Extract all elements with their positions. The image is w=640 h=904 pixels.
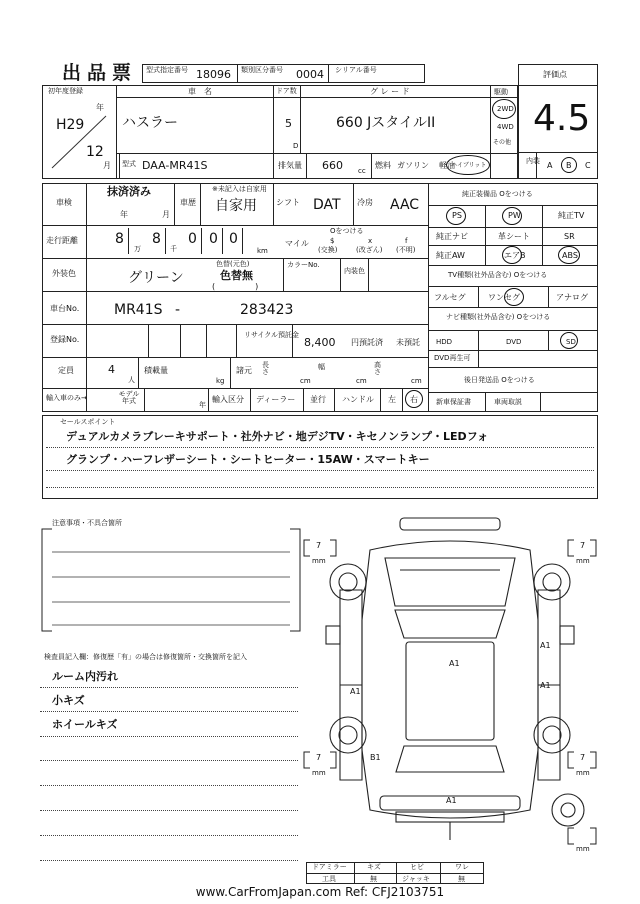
interior-a[interactable]: A [547, 161, 553, 170]
usage-note: ※未記入は自家用 [212, 185, 267, 193]
drive-label: 駆動 [494, 88, 508, 96]
equip-tv[interactable]: 純正TV [558, 211, 585, 220]
equip-abs-circle [558, 246, 580, 264]
mm-unit: mm [312, 769, 326, 777]
legend-crack: ヒビ [410, 863, 424, 871]
interior-c[interactable]: C [585, 161, 591, 170]
legend-jack: ジャッキ [402, 875, 430, 883]
recycle-label: リサイクル預託金 [244, 331, 300, 339]
rating-value: 4.5 [533, 98, 591, 139]
handle-right-circle [405, 390, 423, 408]
ac-label: 冷房 [357, 198, 373, 207]
damage-a1-right-front: A1 [540, 641, 551, 650]
dvd-play[interactable]: DVD再生可 [434, 354, 471, 362]
damage-a1-roof: A1 [449, 659, 460, 668]
equip-ps-circle [446, 207, 466, 225]
inspector-label: 検査員記入欄：修復歴「有」の場合は修復箇所・交換箇所を記入 [44, 653, 247, 661]
legend-tools: 工具 [322, 875, 336, 883]
equip-aw[interactable]: 純正AW [436, 251, 465, 260]
legend-door-mirror: ドアミラー [312, 863, 347, 871]
reg-year: H29 [56, 117, 85, 133]
chassis-label: 車台No. [50, 304, 80, 313]
tv-fullseg[interactable]: フルセグ [434, 293, 466, 302]
length-label: 長さ [262, 361, 269, 376]
drive-2wd-circle [492, 99, 516, 119]
inspection-value: 抹済済み [107, 185, 151, 198]
navi-type-title: ナビ種類(社外品含む) Oをつける [446, 313, 551, 321]
inspection-month-unit: 月 [162, 210, 170, 219]
capacity-label: 定員 [58, 366, 74, 375]
import-year-unit: 年 [199, 401, 206, 409]
displacement-label: 排気量 [278, 161, 302, 170]
damage-a1-rear-bumper: A1 [446, 796, 457, 805]
width-unit: cm [356, 377, 367, 385]
fuel-hybrid[interactable]: ハイブリット [451, 162, 487, 169]
opt2-sym: x [368, 237, 373, 245]
load-label: 積載量 [144, 366, 168, 375]
ac-value: AAC [390, 197, 420, 213]
page-title: 出品票 [62, 62, 138, 84]
mile-label: マイル [285, 239, 309, 248]
handle-label: ハンドル [342, 395, 374, 404]
fuel-diesel[interactable]: 軽油 [439, 161, 455, 170]
navi-hdd[interactable]: HDD [436, 338, 453, 346]
note-item: ルーム内汚れ [52, 670, 118, 683]
damage-a1-left: A1 [350, 687, 361, 696]
sales-line-2: グランプ・ハーフレザーシート・シートヒーター・15AW・スマートキー [66, 453, 430, 466]
grade-label: グ レ ー ド [370, 87, 410, 96]
color-label: 外装色 [52, 269, 76, 278]
handle-right[interactable]: 右 [410, 395, 418, 404]
load-unit: kg [216, 377, 225, 385]
drive-2wd[interactable]: 2WD [497, 105, 514, 113]
mileage-man: 万 [134, 245, 141, 253]
drive-other[interactable]: その他 [493, 139, 512, 146]
equip-sr[interactable]: SR [564, 232, 575, 241]
fuel-hybrid-circle [446, 155, 490, 175]
note-item: ホイールキズ [52, 718, 118, 731]
tire-depth-rl: 7 [316, 753, 322, 762]
navi-sd-circle [560, 332, 578, 349]
caution-bracket [40, 527, 302, 635]
legend-scratch: キズ [367, 863, 381, 871]
note-item: 小キズ [52, 694, 85, 707]
registration-label: 登録No. [50, 335, 80, 344]
import-parallel[interactable]: 並行 [310, 395, 326, 404]
import-dealer[interactable]: ディーラー [256, 395, 296, 404]
equip-pw-circle [502, 207, 522, 225]
mm-unit: mm [576, 769, 590, 777]
capacity-value: 4 [108, 363, 115, 376]
legend-jack-value: 無 [458, 875, 465, 883]
drive-4wd[interactable]: 4WD [497, 123, 514, 131]
inspection-label: 車検 [56, 198, 72, 207]
year-unit: 年 [96, 103, 104, 112]
inspection-year-unit: 年 [120, 210, 128, 219]
mileage-digit: 0 [209, 231, 218, 247]
usage-label: 車歴 [180, 198, 196, 207]
interior-label: 内装 [526, 157, 540, 165]
grade-value: 660 JスタイルII [336, 115, 436, 131]
dims-label: 諸元 [236, 366, 252, 375]
damage-a1-right-rear: A1 [540, 681, 551, 690]
legend-tools-value: 無 [370, 875, 377, 883]
interior-b[interactable]: B [566, 161, 572, 170]
length-unit: cm [300, 377, 311, 385]
mileage-exchanged[interactable]: (交換) [318, 246, 338, 254]
mileage-digit: 8 [115, 231, 124, 247]
repaint-paren: ( ) [212, 282, 259, 291]
mileage-sen: 千 [170, 245, 177, 253]
tv-oneseg[interactable]: ワンセグ [488, 293, 520, 302]
chassis-dash: - [175, 302, 181, 318]
later-warranty[interactable]: 新車保証書 [436, 398, 471, 406]
footer-watermark: www.CarFromJapan.com Ref: CFJ2103751 [195, 885, 445, 899]
import-class-label: 輸入区分 [212, 395, 244, 404]
interior-color-label: 内装色 [344, 267, 365, 275]
mileage-km: km [257, 247, 268, 255]
rating-label: 評価点 [543, 70, 567, 79]
model-label: 型式 [122, 160, 136, 168]
later-manual[interactable]: 車両取説 [494, 398, 522, 406]
car-name-label: 車 名 [188, 87, 212, 96]
later-title: 後日発送品 Oをつける [464, 376, 535, 384]
sales-points-label: セールスポイント [60, 418, 116, 426]
tv-type-title: TV種類(社外品含む) Oをつける [448, 271, 548, 279]
mileage-digit: 8 [152, 231, 161, 247]
navi-dvd[interactable]: DVD [506, 338, 522, 346]
color-value: グリーン [128, 270, 184, 286]
mileage-unknown[interactable]: (不明) [396, 246, 416, 254]
type-cert-label: 型式指定番号 [146, 66, 188, 74]
car-diagram [300, 510, 600, 890]
mm-unit: mm [312, 557, 326, 565]
chassis-number: 283423 [240, 302, 294, 318]
displacement-unit: cc [358, 167, 366, 175]
equip-airbag-circle [502, 246, 522, 264]
equip-abs[interactable]: ABS [562, 251, 578, 260]
capacity-unit: 人 [128, 376, 135, 384]
class-value: 0004 [296, 68, 324, 81]
month-unit: 月 [103, 161, 111, 170]
handle-left[interactable]: 左 [388, 395, 396, 404]
doors-label: ドア数 [276, 87, 297, 95]
mm-unit: mm [576, 845, 590, 853]
mileage-digit: 0 [188, 231, 197, 247]
fuel-gasoline[interactable]: ガソリン [397, 161, 429, 170]
model-year-label: モデル年式 [118, 390, 140, 405]
doors-value: 5 [285, 117, 292, 130]
sales-line-1: デュアルカメラブレーキサポート・社外ナビ・地デジTV・キセノンランプ・LEDフォ [66, 430, 489, 443]
mm-unit: mm [576, 557, 590, 565]
equip-pw[interactable]: PW [508, 211, 521, 220]
fuel-label: 燃料 [375, 161, 391, 170]
recycle-unit[interactable]: 円預託済 [351, 338, 383, 347]
shift-label: シフト [276, 198, 300, 207]
equip-airbag[interactable]: エアB [504, 251, 526, 260]
opt3-sym: f [405, 237, 408, 245]
shift-value: DAT [313, 197, 341, 213]
mileage-tampered[interactable]: (改ざん) [356, 246, 383, 254]
width-label: 幅 [318, 363, 325, 371]
import-label: 輸入車のみ→ [46, 394, 87, 402]
equipment-title: 純正装備品 Oをつける [462, 190, 533, 198]
color-no-label: カラーNo. [287, 261, 320, 269]
reg-month: 12 [86, 144, 104, 160]
tire-depth-fr: 7 [580, 541, 586, 550]
legend-break: ワレ [455, 863, 469, 871]
chassis-prefix: MR41S [114, 302, 163, 318]
caution-label: 注意事項・不具合箇所 [52, 519, 122, 527]
tv-analog[interactable]: アナログ [556, 293, 588, 302]
recycle-not[interactable]: 未預託 [396, 338, 420, 347]
repaint-value: 色替無 [220, 269, 253, 282]
opt1-sym: $ [330, 237, 335, 245]
interior-b-circle [561, 157, 577, 173]
recycle-value: 8,400 [304, 336, 336, 349]
mileage-label: 走行距離 [46, 236, 78, 245]
equip-navi[interactable]: 純正ナビ [436, 232, 468, 241]
doors-suffix: D [293, 142, 299, 150]
damage-b1-rear-left: B1 [370, 753, 381, 762]
mileage-digit: 0 [229, 231, 238, 247]
tv-oneseg-circle [504, 288, 524, 306]
type-cert-value: 18096 [196, 68, 231, 81]
height-unit: cm [411, 377, 422, 385]
equip-leather[interactable]: 革シート [498, 232, 530, 241]
car-name: ハスラー [122, 115, 178, 131]
mileage-circle-note: Oをつける [330, 227, 364, 235]
first-reg-label: 初年度登録 [48, 87, 83, 95]
navi-sd[interactable]: SD [566, 338, 576, 346]
usage-value: 自家用 [215, 198, 257, 214]
displacement-value: 660 [322, 159, 343, 172]
serial-label: シリアル番号 [335, 66, 377, 74]
class-label: 類別区分番号 [241, 66, 283, 74]
model-value: DAA-MR41S [142, 159, 208, 172]
repaint-label: 色替(元色) [216, 260, 250, 268]
tire-depth-fl: 7 [316, 541, 322, 550]
height-label: 高さ [374, 361, 381, 376]
equip-ps[interactable]: PS [452, 211, 462, 220]
tire-depth-rr: 7 [580, 753, 586, 762]
